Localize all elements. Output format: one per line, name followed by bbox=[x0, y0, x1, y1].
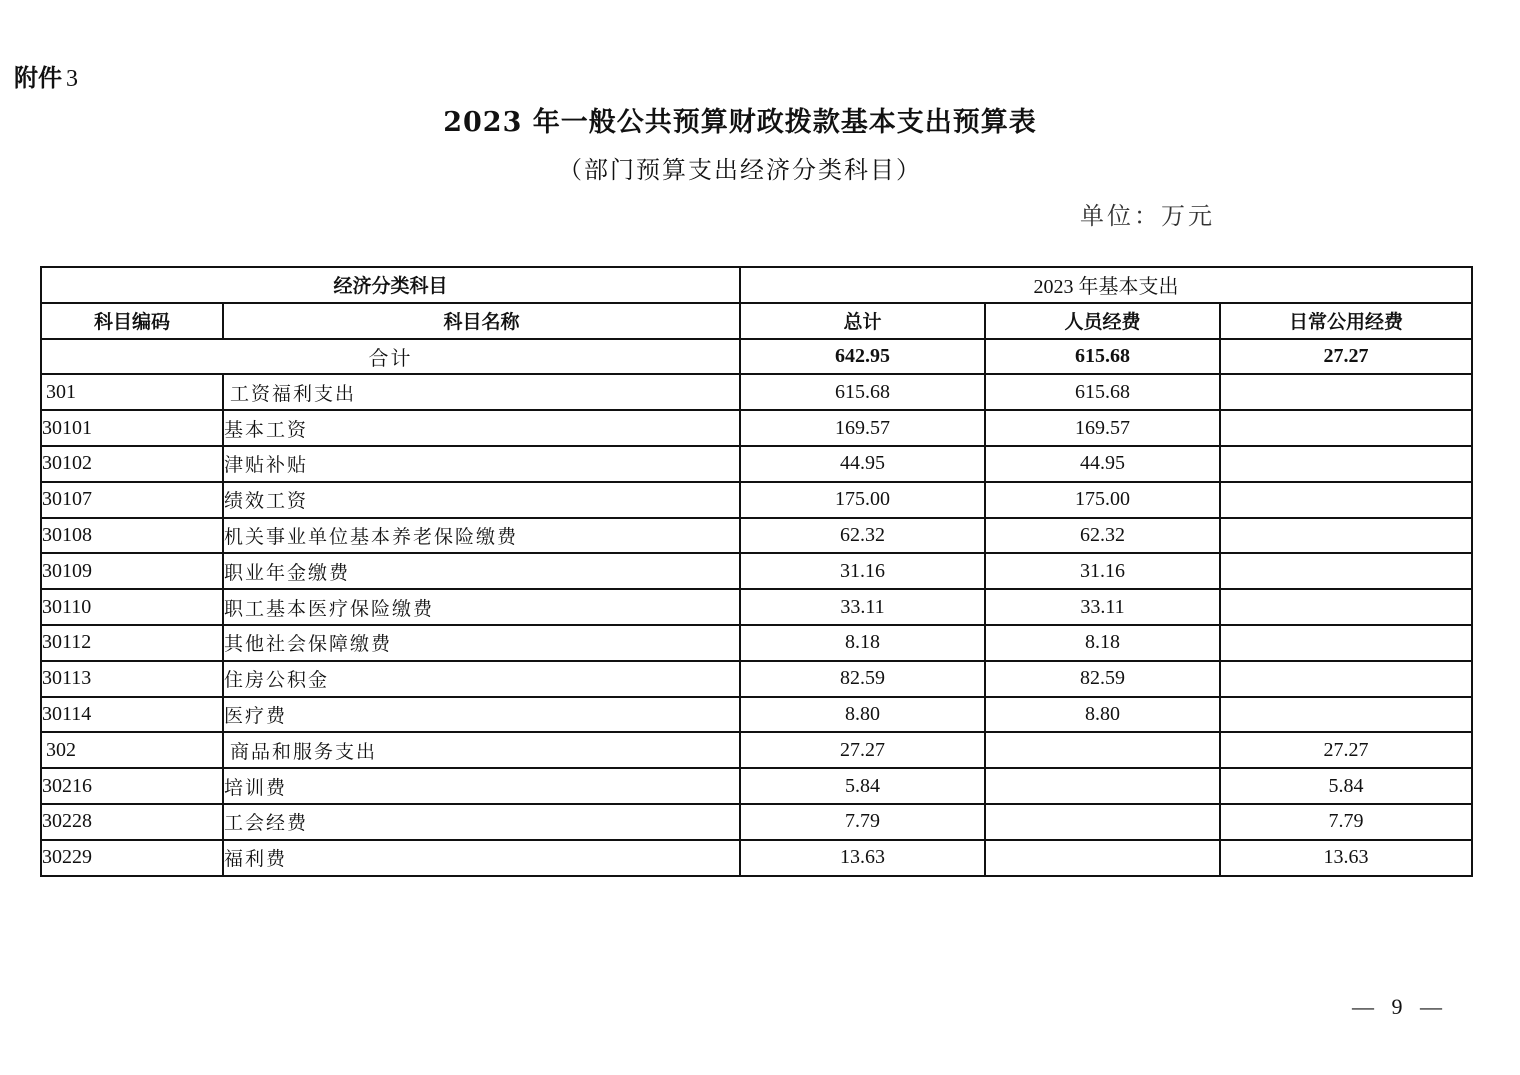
header-personnel: 人员经费 bbox=[985, 303, 1220, 339]
row-name: 基本工资 bbox=[223, 410, 740, 446]
table-row bbox=[41, 482, 1472, 518]
table-row bbox=[41, 732, 1472, 768]
row-personnel: 169.57 bbox=[985, 410, 1220, 446]
page-number: — 9 — bbox=[1352, 994, 1448, 1019]
row-personnel: 615.68 bbox=[985, 374, 1220, 410]
row-public bbox=[1220, 410, 1472, 446]
row-public bbox=[1220, 589, 1472, 625]
row-code: 301 bbox=[41, 374, 223, 410]
row-public bbox=[1220, 374, 1472, 410]
row-name: 住房公积金 bbox=[223, 661, 740, 697]
header-row-group bbox=[41, 267, 1472, 303]
row-name: 商品和服务支出 bbox=[223, 732, 740, 768]
row-personnel: 175.00 bbox=[985, 482, 1220, 518]
table-row bbox=[41, 661, 1472, 697]
row-total: 8.18 bbox=[740, 625, 985, 661]
row-personnel: 82.59 bbox=[985, 661, 1220, 697]
row-code: 30216 bbox=[41, 768, 223, 804]
row-code: 30113 bbox=[41, 661, 223, 697]
table-row bbox=[41, 553, 1472, 589]
table-row bbox=[41, 697, 1472, 733]
row-personnel: 44.95 bbox=[985, 446, 1220, 482]
header-economic-classification: 经济分类科目 bbox=[41, 267, 740, 303]
row-code: 30112 bbox=[41, 625, 223, 661]
attachment-text: 附件 bbox=[14, 64, 62, 92]
table-row bbox=[41, 374, 1472, 410]
row-personnel bbox=[985, 768, 1220, 804]
row-public bbox=[1220, 625, 1472, 661]
row-total: 62.32 bbox=[740, 518, 985, 554]
row-total: 169.57 bbox=[740, 410, 985, 446]
table-row bbox=[41, 840, 1472, 876]
row-name: 津贴补贴 bbox=[223, 446, 740, 482]
page-title: 2023 年一般公共预算财政拨款基本支出预算表 bbox=[443, 107, 1037, 138]
row-total: 33.11 bbox=[740, 589, 985, 625]
row-public: 27.27 bbox=[1220, 732, 1472, 768]
table-row bbox=[41, 625, 1472, 661]
row-public bbox=[1220, 482, 1472, 518]
row-name: 机关事业单位基本养老保险缴费 bbox=[223, 518, 740, 554]
row-name: 福利费 bbox=[223, 840, 740, 876]
header-public: 日常公用经费 bbox=[1220, 303, 1472, 339]
table-row bbox=[41, 768, 1472, 804]
row-code: 30108 bbox=[41, 518, 223, 554]
row-total: 27.27 bbox=[740, 732, 985, 768]
total-label: 合计 bbox=[41, 339, 740, 375]
attachment-number: 3 bbox=[66, 66, 78, 92]
header-basic-expenditure: 2023 年基本支出 bbox=[740, 267, 1472, 303]
row-name: 培训费 bbox=[223, 768, 740, 804]
page-subtitle: （部门预算支出经济分类科目） bbox=[558, 156, 922, 184]
row-public bbox=[1220, 553, 1472, 589]
row-personnel: 31.16 bbox=[985, 553, 1220, 589]
row-public bbox=[1220, 697, 1472, 733]
row-total: 615.68 bbox=[740, 374, 985, 410]
row-total: 8.80 bbox=[740, 697, 985, 733]
table-row bbox=[41, 446, 1472, 482]
table-row bbox=[41, 589, 1472, 625]
row-public: 7.79 bbox=[1220, 804, 1472, 840]
row-code: 30107 bbox=[41, 482, 223, 518]
row-code: 30109 bbox=[41, 553, 223, 589]
table-row bbox=[41, 804, 1472, 840]
row-name: 医疗费 bbox=[223, 697, 740, 733]
row-code: 302 bbox=[41, 732, 223, 768]
header-code: 科目编码 bbox=[41, 303, 223, 339]
row-code: 30228 bbox=[41, 804, 223, 840]
row-code: 30229 bbox=[41, 840, 223, 876]
budget-table bbox=[40, 266, 1473, 877]
row-total: 82.59 bbox=[740, 661, 985, 697]
row-code: 30101 bbox=[41, 410, 223, 446]
row-name: 工会经费 bbox=[223, 804, 740, 840]
row-code: 30102 bbox=[41, 446, 223, 482]
table-row bbox=[41, 518, 1472, 554]
total-sum: 642.95 bbox=[740, 339, 985, 375]
row-personnel bbox=[985, 840, 1220, 876]
header-row-columns bbox=[41, 303, 1472, 339]
row-public bbox=[1220, 518, 1472, 554]
row-public bbox=[1220, 661, 1472, 697]
row-personnel bbox=[985, 732, 1220, 768]
row-total: 5.84 bbox=[740, 768, 985, 804]
total-row bbox=[41, 339, 1472, 375]
total-personnel: 615.68 bbox=[985, 339, 1220, 375]
row-personnel: 62.32 bbox=[985, 518, 1220, 554]
row-code: 30110 bbox=[41, 589, 223, 625]
row-personnel: 8.18 bbox=[985, 625, 1220, 661]
total-public: 27.27 bbox=[1220, 339, 1472, 375]
row-name: 绩效工资 bbox=[223, 482, 740, 518]
row-public: 13.63 bbox=[1220, 840, 1472, 876]
table-row bbox=[41, 410, 1472, 446]
row-total: 175.00 bbox=[740, 482, 985, 518]
unit-label: 单位：万元 bbox=[1080, 202, 1215, 230]
row-total: 13.63 bbox=[740, 840, 985, 876]
row-name: 其他社会保障缴费 bbox=[223, 625, 740, 661]
header-name: 科目名称 bbox=[223, 303, 740, 339]
row-name: 职业年金缴费 bbox=[223, 553, 740, 589]
row-code: 30114 bbox=[41, 697, 223, 733]
row-total: 31.16 bbox=[740, 553, 985, 589]
attachment-label bbox=[14, 58, 78, 93]
row-name: 职工基本医疗保险缴费 bbox=[223, 589, 740, 625]
row-public: 5.84 bbox=[1220, 768, 1472, 804]
row-personnel: 8.80 bbox=[985, 697, 1220, 733]
row-name: 工资福利支出 bbox=[223, 374, 740, 410]
row-total: 7.79 bbox=[740, 804, 985, 840]
row-total: 44.95 bbox=[740, 446, 985, 482]
row-personnel bbox=[985, 804, 1220, 840]
row-public bbox=[1220, 446, 1472, 482]
row-personnel: 33.11 bbox=[985, 589, 1220, 625]
header-total: 总计 bbox=[740, 303, 985, 339]
